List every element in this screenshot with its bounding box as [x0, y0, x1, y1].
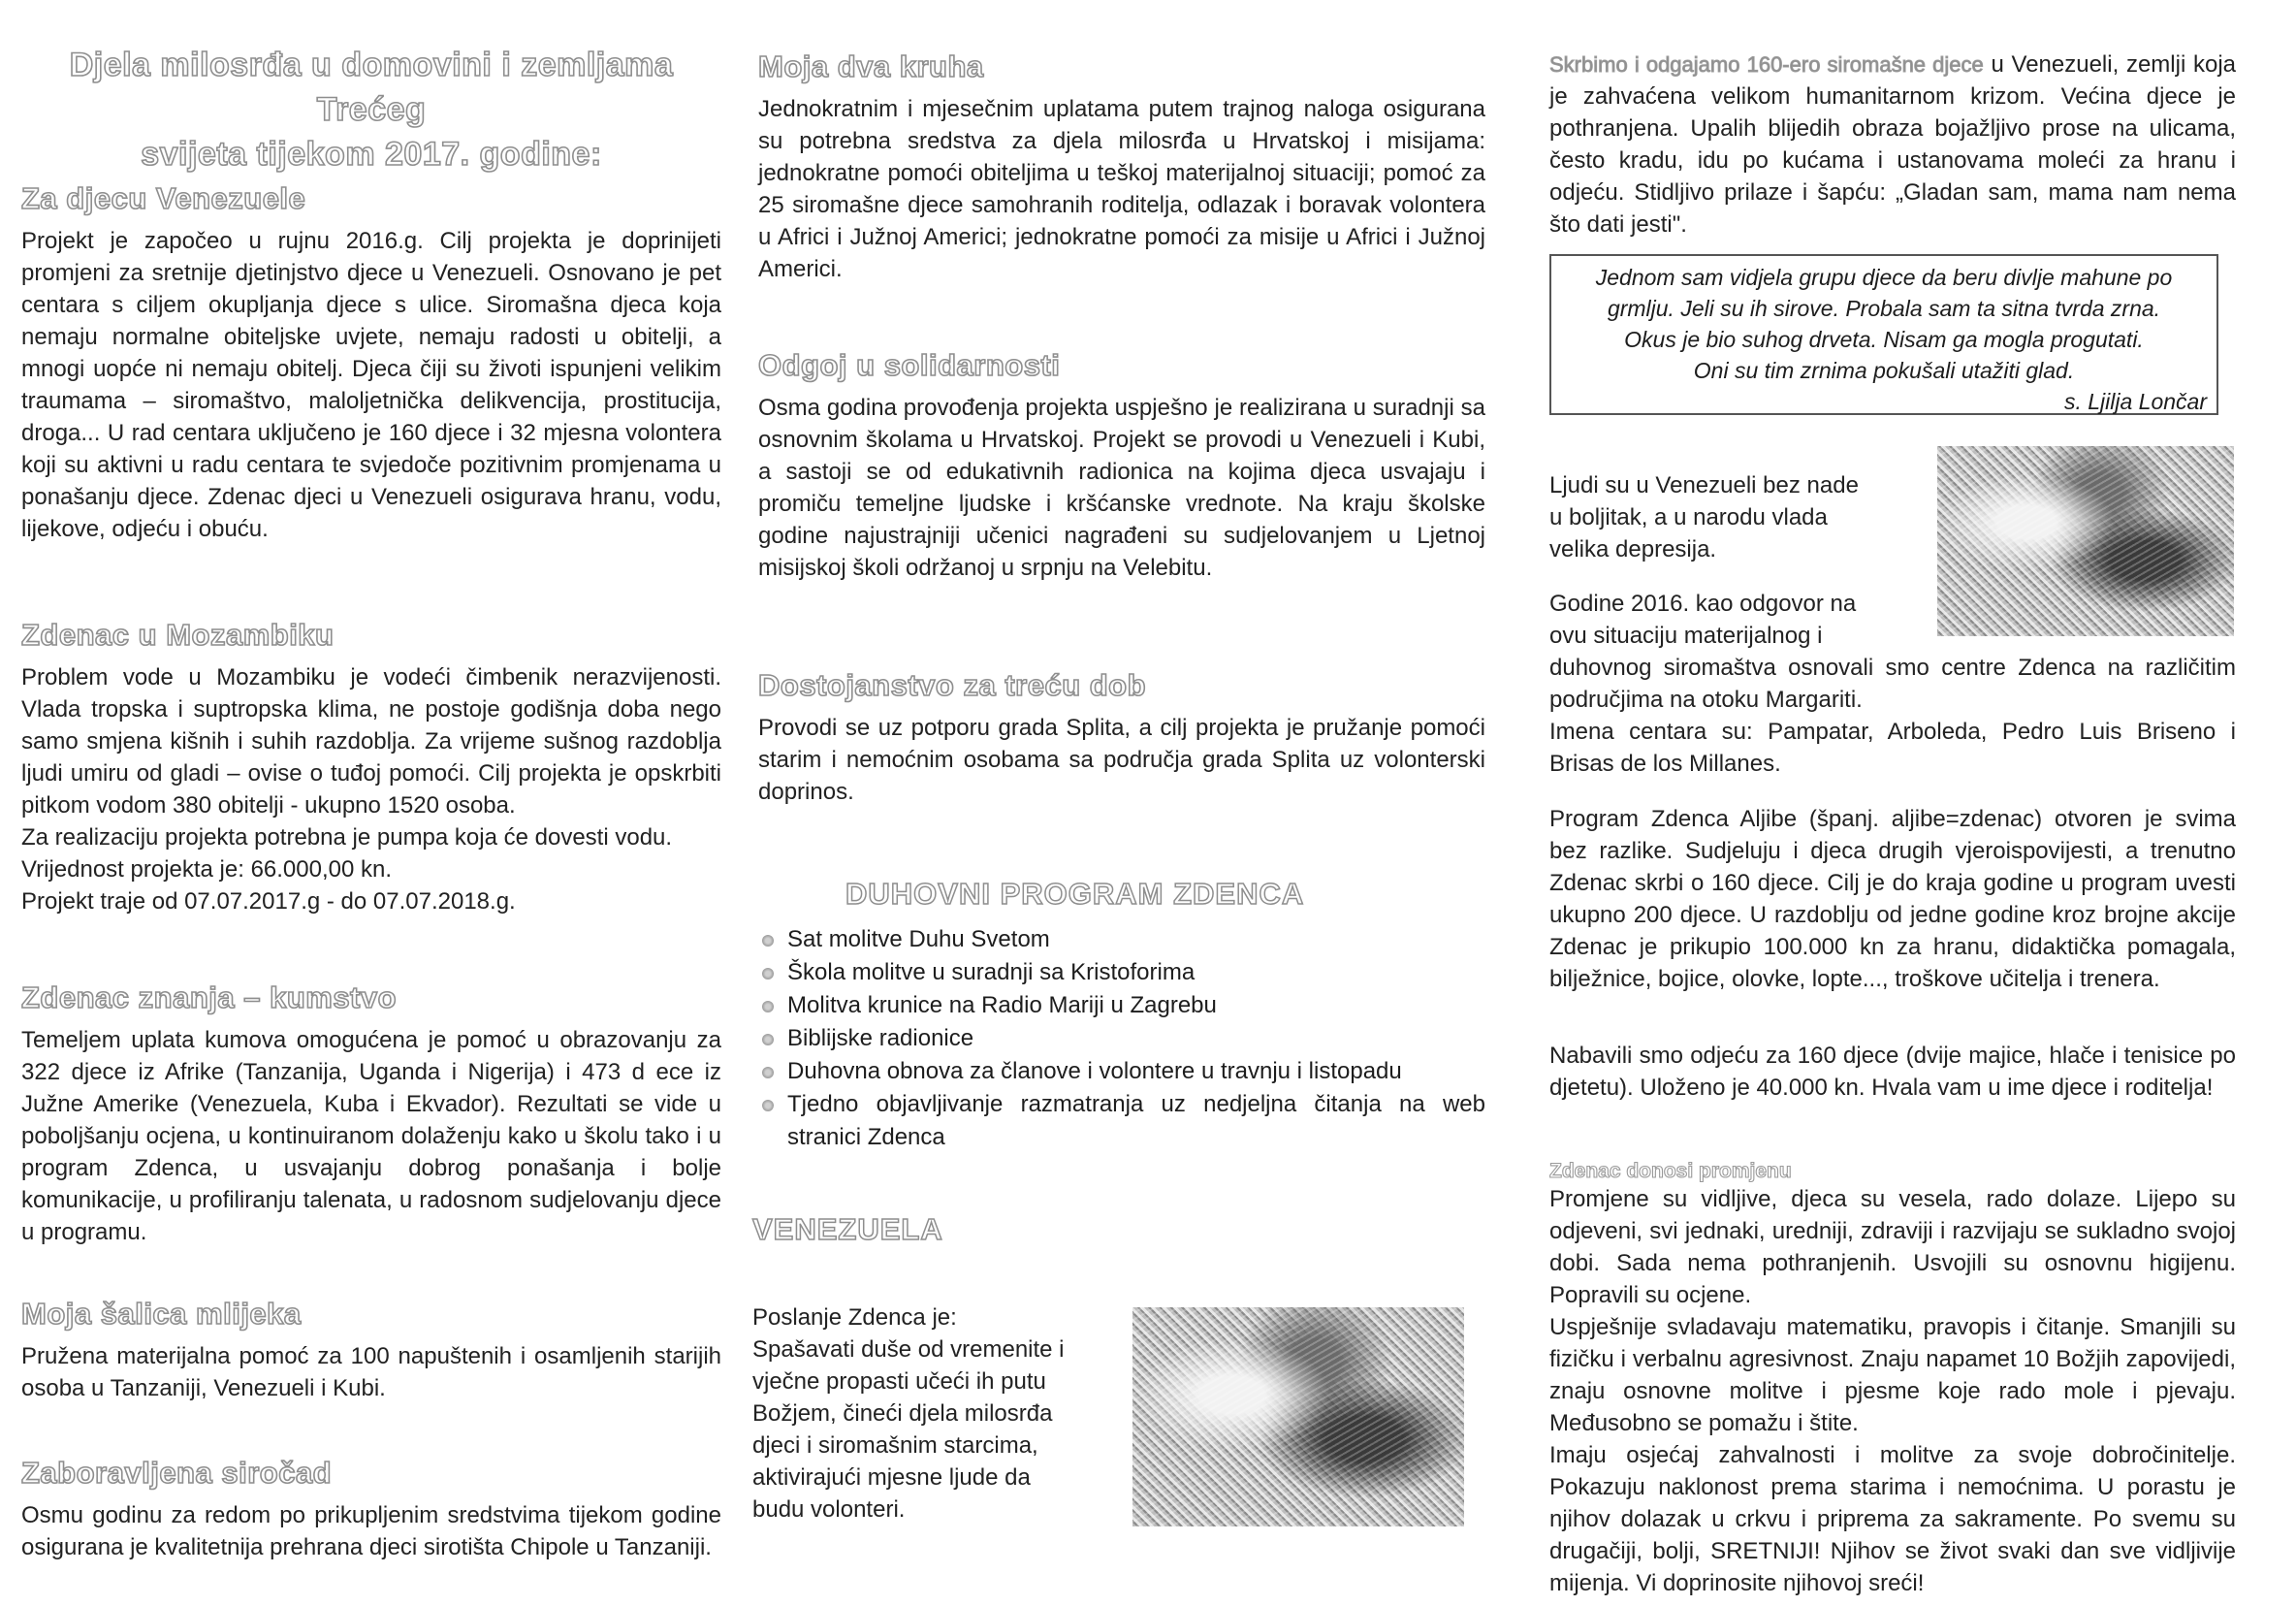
- paragraph: duhovnog siromaštva osnovali smo centre Zdenca na različitim područjima na otoku Margariti.: [1549, 655, 2236, 713]
- venezuela-heading: VENEZUELA: [752, 1212, 943, 1246]
- section-forgotten-orphans: [21, 1455, 721, 1563]
- quote-box: [1549, 254, 2218, 415]
- section-heading: Za djecu Venezuele: [21, 181, 306, 215]
- section-mozambique: [21, 617, 721, 917]
- mission-line: vječne propasti učeći ih putu: [752, 1368, 1046, 1395]
- section-text: Osmu godinu za redom po prikupljenim sredstvima tijekom godine osigurana je kvalitetnija prehrana djeci sirotišta Chipole u Tanzaniji.: [21, 1502, 721, 1560]
- mission-line: djeci i siromašnim starcima,: [752, 1432, 1038, 1459]
- paragraph: Imena centara su: Pampatar, Arboleda, Pedro Luis Briseno i Brisas de los Millanes.: [1549, 719, 2236, 777]
- program-aljibe: [1549, 803, 2236, 995]
- quote-line: grmlju. Jeli su ih sirove. Probala sam ta sitna tvrda zrna.: [1607, 296, 2161, 321]
- section-two-breads: [758, 48, 1485, 285]
- paragraph: Nabavili smo odjeću za 160 djece (dvije majice, hlače i tenisice po djetetu). Uloženo je 40.000 kn. Hvala vam u ime djece i roditelja!: [1549, 1043, 2236, 1101]
- clothing-paragraph: [1549, 1040, 2236, 1104]
- section-heading: Zdenac znanja – kumstvo: [21, 980, 398, 1014]
- mission-statement: [752, 1301, 1132, 1526]
- children-group-photo: [1132, 1307, 1464, 1526]
- text-line: ovu situaciju materijalnog i: [1549, 623, 1823, 649]
- list-item: Sat molitve Duhu Svetom: [758, 923, 1485, 956]
- section-solidarity-education: [758, 347, 1485, 584]
- bullet-icon: [762, 968, 774, 980]
- people-text: [1549, 469, 1918, 565]
- section-text: Problem vode u Mozambiku je vodeći čimbenik nerazvijenosti. Vlada tropska i suptropska klima, ne postoje godišnja doba nego samo smjena kišnih i suhih razdoblja. Za vrijeme sušnog razdoblja ljudi umiru od gladi – ovise o tuđoj pomoći. Cilj projekta je opskrbiti pitkom vodom 380 obitelji - ukupno 1520 osoba.: [21, 664, 721, 819]
- document-title: [21, 43, 721, 177]
- text-line: velika depresija.: [1549, 536, 1717, 562]
- paragraph: Program Zdenca Aljibe (španj. aljibe=zdenac) otvoren je svima bez razlike. Sudjeluju i djeca drugih vjeroispovijesti, a trenutno Zdenac skrbi o 160 djece. Cilj je do kraja godine u program uvesti ukupno 200 djece. U razdoblju od jedne godine kroz brojne akcije Zdenac je prikupio 100.000 kn za hranu, didaktička pomagala, bilježnice, bojice, olovke, lopte..., troškove učitelja i trenera.: [1549, 806, 2236, 992]
- quote-line: Jednom sam vidjela grupu djece da beru divlje mahune po: [1595, 265, 2173, 290]
- bullet-icon: [762, 1067, 774, 1078]
- list-item: Biblijske radionice: [758, 1022, 1485, 1055]
- section-text: Provodi se uz potporu grada Splita, a cilj projekta je pružanje pomoći starim i nemoćnim osobama sa područja grada Splita uz volonterski doprinos.: [758, 715, 1485, 805]
- quote-line: Okus je bio suhog drveta. Nisam ga mogla progutati.: [1624, 327, 2144, 352]
- section-venezuela-children: [21, 180, 721, 545]
- text-line: Godine 2016. kao odgovor na: [1549, 591, 1857, 617]
- section-heading: Odgoj u solidarnosti: [758, 348, 1061, 382]
- section-text-4: Projekt traje od 07.07.2017.g - do 07.07.2018.g.: [21, 888, 516, 915]
- change-section: [1549, 1160, 2236, 1599]
- quote-signature: s. Ljilja Lončar: [2063, 389, 2207, 414]
- section-heading: Zaboravljena siročad: [21, 1456, 333, 1490]
- section-text: Jednokratnim i mjesečnim uplatama putem trajnog naloga osigurana su potrebna sredstva za djela milosrđa u Hrvatskoj i misijama: jednokratne pomoći obiteljima u teškoj materijalnoj situaciji; pomoć za 25 siromašne djece samohranih roditelja, odlazak i boravak volontera u Africi i Južnoj Americi; jednokratne pomoći za misije u Africi i Južnoj Americi.: [758, 96, 1485, 282]
- section-text: Projekt je započeo u rujnu 2016.g. Cilj projekta je doprinijeti promjeni za sretnije djetinjstvo djece u Venezueli. Osnovano je pet centara s ciljem okupljanja djece s ulice. Siromašna djeca koja nemaju normalne obiteljske uvjete, nemaju radosti u obitelji, a mnogi uopće ni nemaju obitelj. Djeca čiji su životi ispunjeni velikim traumama – siromaštvo, maloljetnička delikvencija, prostitucija, droga... U rad centara uključeno je 160 djece i 32 mjesna volontera koji su aktivni u radu centara te svjedoče pozitivnim promjenama u ponašanju djece. Zdenac djeci u Venezueli osigurava hranu, vodu, lijekove, odjeću i obuću.: [21, 228, 721, 542]
- spiritual-program: [758, 877, 1485, 1154]
- quote-line: Oni su tim zrnima pokušali utažiti glad.: [1693, 358, 2075, 383]
- intro-paragraph: [1549, 48, 2236, 241]
- list-item: Duhovna obnova za članove i volontere u travnju i listopadu: [758, 1055, 1485, 1088]
- text-line: u boljitak, a u narodu vlada: [1549, 504, 1828, 530]
- list-item: Škola molitve u suradnji sa Kristoforima: [758, 956, 1485, 989]
- program-list: [758, 923, 1485, 1154]
- section-heading: Moja šalica mlijeka: [21, 1297, 302, 1331]
- bullet-icon: [762, 1001, 774, 1012]
- paragraph: Promjene su vidljive, djeca su vesela, rado dolaze. Lijepo su odjeveni, svi jednaki, uredniji, zdraviji i razvijaju se sukladno svojoj dobi. Sada nema pothranjenih. Usvojili su osnovnu higijenu. Popravili su ocjene.: [1549, 1186, 2236, 1308]
- section-text-2: Za realizaciju projekta potrebna je pumpa koja će dovesti vodu.: [21, 824, 673, 851]
- mission-line: Božjem, čineći djela milosrđa: [752, 1400, 1053, 1427]
- intro-lead: Skrbimo i odgajamo 160-ero siromašne djece: [1549, 52, 1984, 77]
- bullet-icon: [762, 935, 774, 947]
- title-line-2: svijeta tijekom 2017. godine:: [141, 136, 602, 173]
- section-heading: Dostojanstvo za treću dob: [758, 668, 1147, 702]
- list-item: Molitva krunice na Radio Mariji u Zagrebu: [758, 989, 1485, 1022]
- section-knowledge-sponsorship: [21, 980, 721, 1248]
- venezuela-heading-block: [752, 1212, 1485, 1247]
- paragraph: Uspješnije svladavaju matematiku, pravopis i čitanje. Smanjili su fizičku i verbalnu agresivnost. Znaju napamet 10 Božjih zapovijedi, znaju osnovne molitve i pjesme koje rado mole i pjevaju. Međusobno se pomažu i štite.: [1549, 1314, 2236, 1436]
- mission-line: budu volonteri.: [752, 1496, 906, 1523]
- venezuela-photo: [1937, 446, 2234, 636]
- section-heading: Zdenac donosi promjenu: [1549, 1160, 1792, 1182]
- section-text-3: Vrijednost projekta je: 66.000,00 kn.: [21, 856, 393, 883]
- section-text: Pružena materijalna pomoć za 100 napuštenih i osamljenih starijih osoba u Tanzaniji, Venezueli i Kubi.: [21, 1343, 721, 1401]
- paragraph: Imaju osjećaj zahvalnosti i molitve za svoje dobročinitelje. Pokazuju naklonost prema starima i nemoćnima. U porastu je njihov dolazak u crkvu i priprema za sakramente. Po svemu su drugačiji, bolji, SRETNIJI! Njihov se život svaki dan sve vidljivije mijenja. Vi doprinosite njihovoj sreći!: [1549, 1442, 2236, 1596]
- text-line: Ljudi su u Venezueli bez nade: [1549, 472, 1859, 498]
- section-milk-cup: [21, 1296, 721, 1404]
- bullet-icon: [762, 1034, 774, 1045]
- section-heading: Moja dva kruha: [758, 49, 984, 83]
- section-heading: Zdenac u Mozambiku: [21, 618, 335, 652]
- mission-line: aktivirajući mjesne ljude da: [752, 1464, 1031, 1491]
- program-title: DUHOVNI PROGRAM ZDENCA: [845, 877, 1305, 911]
- mission-line: Poslanje Zdenca je:: [752, 1304, 957, 1331]
- title-line-1: Djela milosrđa u domovini i zemljama Trećeg: [69, 47, 674, 128]
- centres-intro: [1549, 588, 1918, 652]
- bullet-icon: [762, 1100, 774, 1111]
- intro-text: u Venezueli, zemlji koja je zahvaćena velikom humanitarnom krizom. Većina djece je pothranjena. Upalih blijedih obraza bojažljivo prose na ulicama, često kradu, idu po kućama i ustanovama moleći za hranu i odjeću. Stidljivo prilaze i šapću: „Gladan sam, mama nam nema što dati jesti".: [1549, 51, 2237, 238]
- section-text: Osma godina provođenja projekta uspješno je realizirana u suradnji sa osnovnim školama u Hrvatskoj. Projekt se provodi u Venezueli i Kubi, a sastoji se od edukativnih radionica na kojima djeca usvajaju i promiču temeljne ljudske i kršćanske vrednote. Na kraju školske godine najustrajniji učenici nagrađeni su sudjelovanjem u Ljetnoj misijskoj školi održanoj u srpnju na Velebitu.: [758, 395, 1485, 581]
- section-elderly-dignity: [758, 667, 1485, 808]
- section-text: Temeljem uplata kumova omogućena je pomoć u obrazovanju za 322 djece iz Afrike (Tanzanija, Uganda i Nigerija) i 473 d ece iz Južne Amerike (Venezuela, Kuba i Ekvador). Rezultati se vide u poboljšanju ocjena, u kontinuiranom dolaženju kako u školu tako i u program Zdenca, u usvajanju dobrog ponašanja i bolje komunikacije, u profiliranju talenata, u radosnom sudjelovanju djece u programu.: [21, 1027, 721, 1245]
- centres-text: [1549, 652, 2236, 780]
- mission-line: Spašavati duše od vremenite i: [752, 1336, 1065, 1363]
- list-item: Tjedno objavljivanje razmatranja uz nedjeljna čitanja na web stranici Zdenca: [758, 1088, 1485, 1154]
